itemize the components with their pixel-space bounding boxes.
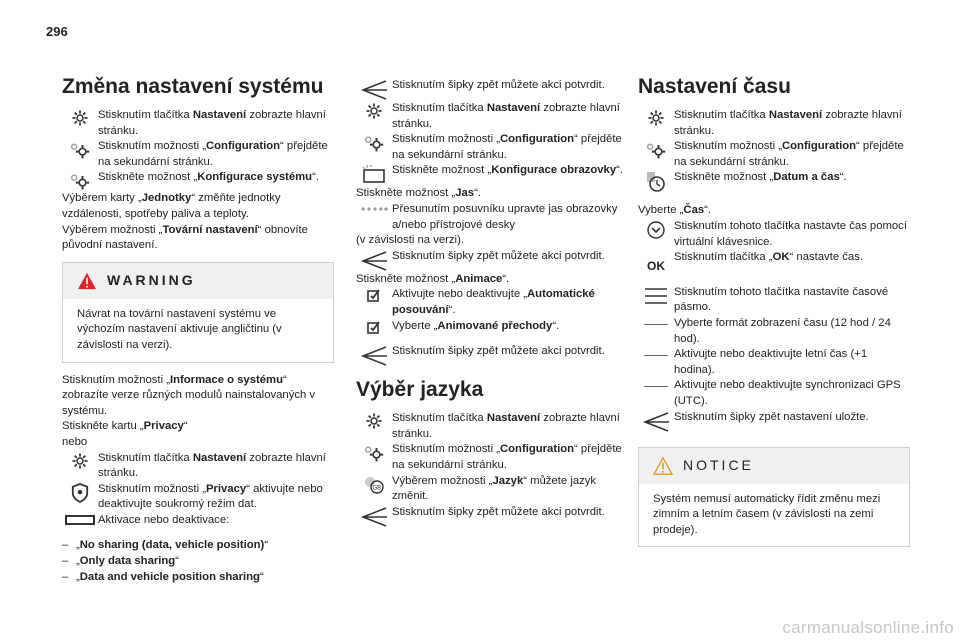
warning-title: WARNING — [107, 271, 196, 288]
double-gear-icon — [67, 171, 93, 191]
toggle-line-icon — [644, 386, 668, 387]
factory-reset-paragraph: Výběrem možnosti „Tovární nastavení“ obnovíte původní nastavení. — [62, 223, 308, 252]
gear-icon — [71, 452, 89, 470]
back-arrow-icon — [642, 411, 670, 433]
warning-text: Návrat na tovární nastavení systému ve výchozím nastavení aktivuje angličtinu (v závislosti na verzi). — [77, 307, 282, 351]
column-1 — [62, 74, 334, 585]
ok-icon: OK — [647, 259, 665, 274]
gear-icon — [365, 412, 383, 430]
step-configuration: Stisknutím možnosti „Configuration“ přejděte na sekundární stránku. — [62, 139, 334, 170]
step-system-config: Stiskněte možnost „Konfigurace systému“. — [62, 170, 334, 191]
list-item: – „ No sharing (data, vehicle position) “ — [62, 539, 269, 552]
double-gear-icon — [67, 140, 93, 160]
version-note: (v závislosti na verzi). — [356, 234, 464, 247]
slider-dots-icon — [360, 203, 388, 213]
step-virtual-keyboard: Stisknutím tohoto tlačítka nastavte čas pomocí virtuální klávesnice. — [638, 219, 910, 250]
step-gps-sync: Aktivujte nebo deaktivujte synchronizaci GPS (UTC). — [638, 378, 910, 409]
notice-box — [638, 447, 910, 548]
step-time-format: Vyberte formát zobrazení času (12 hod / 24 hod). — [638, 316, 910, 347]
step-back-4: Stisknutím šipky zpět můžete akci potvrdit. — [356, 505, 628, 528]
chevron-down-circle-icon — [646, 220, 666, 240]
section-title-system-settings: Změna nastavení systému — [62, 75, 324, 98]
warning-box — [62, 262, 334, 363]
step-language: GB Výběrem možnosti „Jazyk“ můžete jazyk změnit. — [356, 474, 628, 505]
double-gear-icon — [643, 140, 669, 160]
notice-title: NOTICE — [683, 456, 754, 473]
list-item: – „ Only data sharing “ — [62, 555, 179, 568]
back-arrow-icon — [360, 79, 388, 101]
or-paragraph: nebo — [62, 435, 88, 448]
menu-lines-icon — [644, 286, 668, 306]
language-icon — [363, 475, 385, 495]
step-slider: Přesunutím posuvníku upravte jas obrazovky a/nebo přístrojové desky — [356, 202, 628, 233]
svg-text:GB: GB — [372, 485, 382, 491]
list-item: – „ Data and vehicle position sharing “ — [62, 570, 264, 583]
step-auto-scroll: Aktivujte nebo deaktivujte „Automatické posouvání“. — [356, 287, 628, 318]
step-date-time: Stiskněte možnost „Datum a čas“. — [638, 170, 910, 193]
notice-icon — [653, 457, 673, 475]
system-info-paragraph: Stisknutím možnosti „Informace o systému“ zobrazíte verze různých modulů nainstalovaných v systému. — [62, 373, 316, 417]
toggle-line-icon — [644, 324, 668, 325]
step-settings: Stisknutím tlačítka Nastavení zobrazte hlavní stránku. — [356, 101, 628, 132]
privacy-shield-icon — [71, 483, 89, 503]
step-back-3: Stisknutím šipky zpět můžete akci potvrdit. — [356, 344, 628, 367]
back-arrow-icon — [360, 506, 388, 528]
privacy-options-list — [62, 538, 334, 585]
double-gear-icon — [361, 443, 387, 463]
double-gear-icon — [361, 133, 387, 153]
screen-brightness-icon — [361, 164, 387, 186]
checkbox-icon — [367, 320, 381, 334]
step-back-1: Stisknutím šipky zpět můžete akci potvrdit. — [356, 78, 628, 101]
back-arrow-icon — [360, 250, 388, 272]
step-privacy: Stisknutím možnosti „Privacy“ aktivujte nebo deaktivujte soukromý režim dat. — [62, 482, 334, 513]
select-time-paragraph: Vyberte „Čas“. — [638, 204, 712, 217]
warning-icon — [77, 272, 97, 290]
step-screen-config: Stiskněte možnost „Konfigurace obrazovky“. — [356, 163, 628, 186]
gear-icon — [647, 109, 665, 127]
gear-icon — [365, 102, 383, 120]
step-settings: Stisknutím tlačítka Nastavení zobrazte hlavní stránku. — [638, 108, 910, 139]
step-animated-transitions: Vyberte „Animované přechody“. — [356, 319, 628, 335]
toggle-line-icon — [644, 355, 668, 356]
units-paragraph: Výběrem karty „Jednotky“ změňte jednotky vzdálenosti, spotřeby paliva a teploty. — [62, 192, 281, 220]
gear-icon — [71, 109, 89, 127]
step-back-save: Stisknutím šipky zpět nastavení uložte. — [638, 410, 910, 433]
step-settings-2: Stisknutím tlačítka Nastavení zobrazte hlavní stránku. — [62, 451, 334, 482]
toggle-icon — [65, 514, 95, 526]
column-3 — [638, 74, 910, 557]
column-2 — [356, 78, 628, 528]
step-timezone: Stisknutím tohoto tlačítka nastavíte časové pásmo. — [638, 285, 910, 316]
step-back-2: Stisknutím šipky zpět můžete akci potvrdit. — [356, 249, 628, 272]
clock-icon — [645, 171, 667, 193]
step-configuration: Stisknutím možnosti „Configuration“ přejděte na sekundární stránku. — [356, 132, 628, 163]
step-configuration-lang: Stisknutím možnosti „Configuration“ přejděte na sekundární stránku. — [356, 442, 628, 473]
step-daylight-saving: Aktivujte nebo deaktivujte letní čas (+1 hodina). — [638, 347, 910, 378]
footer-watermark: carmanualsonline.info — [782, 618, 954, 637]
step-ok: OK Stisknutím tlačítka „OK“ nastavte čas. — [647, 251, 863, 274]
privacy-tab-paragraph: Stiskněte kartu „Privacy“ — [62, 420, 188, 433]
step-configuration: Stisknutím možnosti „Configuration“ přejděte na sekundární stránku. — [638, 139, 910, 170]
back-arrow-icon — [360, 345, 388, 367]
step-settings: Stisknutím tlačítka Nastavení zobrazte hlavní stránku. — [62, 108, 334, 139]
animation-paragraph: Stiskněte možnost „Animace“. — [356, 272, 510, 285]
section-title-language: Výběr jazyka — [356, 378, 484, 402]
notice-text: Systém nemusí automaticky řídit změnu mezi zimním a letním časem (v závislosti na zemi prodeje). — [653, 492, 881, 536]
step-settings-lang: Stisknutím tlačítka Nastavení zobrazte hlavní stránku. — [356, 411, 628, 442]
section-title-time: Nastavení času — [638, 75, 791, 98]
step-toggle: Aktivace nebo deaktivace: — [62, 513, 334, 529]
brightness-paragraph: Stiskněte možnost „Jas“. — [356, 187, 481, 200]
checkbox-icon — [367, 288, 381, 302]
page-number: 296 — [46, 24, 68, 39]
